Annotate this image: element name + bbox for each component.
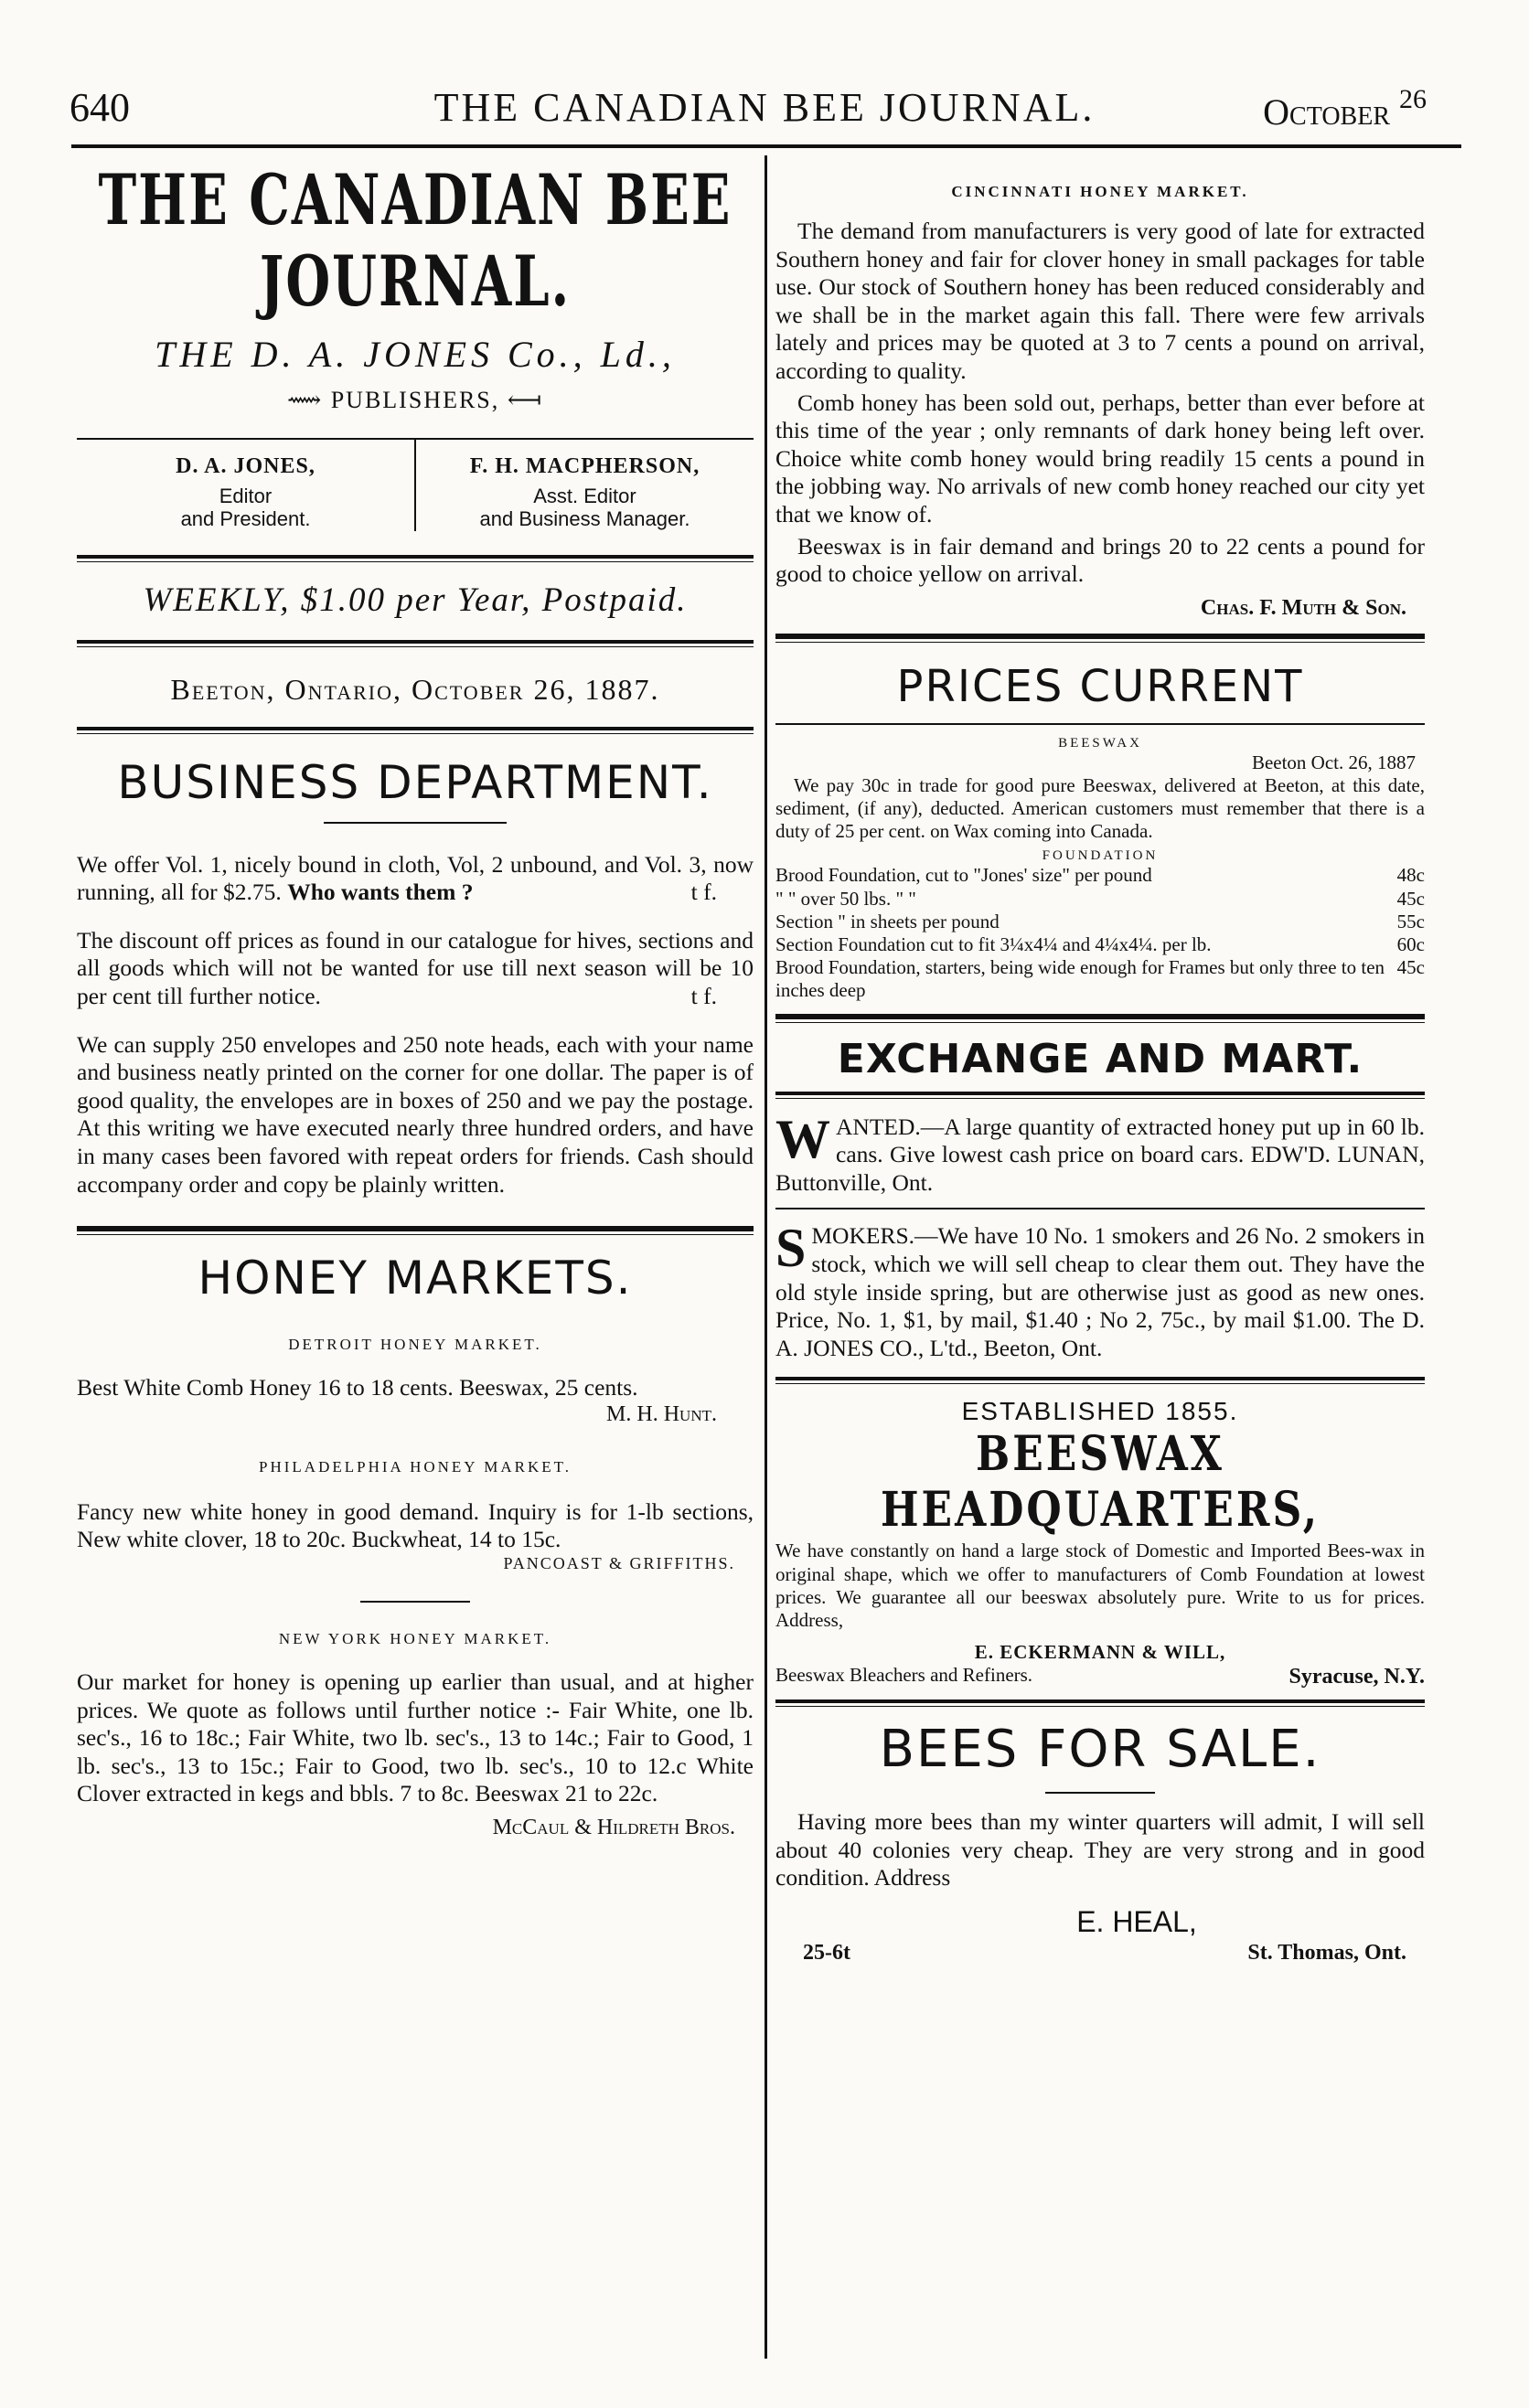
business-p1-tf: t f. <box>690 879 717 906</box>
subscription-line: WEEKLY, $1.00 per Year, Postpaid. <box>143 581 688 619</box>
price-row <box>775 911 1425 933</box>
foundation-heading: FOUNDATION <box>1042 848 1159 864</box>
price-row <box>775 888 1425 911</box>
subscription-rule <box>77 640 754 647</box>
editor-2-name: F. H. MACPHERSON, <box>469 454 700 478</box>
philadelphia-text: Fancy new white honey in good demand. Inquiry is for 1-lb sections, New white clover, 18 to 20c. Buckwheat, 14 to 15c. <box>77 1497 754 1553</box>
business-p2-tf: t f. <box>690 982 717 1009</box>
editor-1 <box>77 440 414 531</box>
business-paragraph-2 <box>77 927 754 1011</box>
beeswax-hq-rule <box>775 1699 1425 1707</box>
exchange-rule <box>775 1092 1425 1099</box>
price-row-item: Brood Foundation, cut to "Jones' size" per pound <box>775 864 1152 887</box>
right-column <box>775 155 1425 1966</box>
editor-2-role: Asst. Editor and Business Manager. <box>479 485 690 531</box>
price-row-price: 60c <box>1396 933 1425 956</box>
business-p1-bold: Who wants them ? <box>287 879 474 906</box>
detroit-heading: DETROIT HONEY MARKET. <box>288 1336 542 1354</box>
firm-name: E. ECKERMANN & WILL, <box>974 1641 1226 1664</box>
prices-current-rule <box>775 723 1425 725</box>
wanted-text: ANTED.—A large quantity of extracted honey put up in 60 lb. cans. Give lowest cash price on board cars. EDW'D. LUNAN, Buttonville, Ont. <box>775 1113 1425 1196</box>
detroit-signature: M. H. Hunt. <box>606 1401 717 1426</box>
seller-town: St. Thomas, Ont. <box>1247 1940 1406 1965</box>
column-divider <box>764 155 767 2359</box>
ad-code: 25-6t <box>803 1940 850 1965</box>
philadelphia-heading: PHILADELPHIA HONEY MARKET. <box>259 1457 572 1476</box>
publisher: THE D. A. JONES Co., Ld., <box>155 334 676 375</box>
foundation-price-list <box>775 864 1425 1002</box>
established-line: ESTABLISHED 1855. <box>961 1397 1239 1426</box>
cincinnati-heading: CINCINNATI HONEY MARKET. <box>951 183 1249 200</box>
firm-details <box>775 1664 1425 1690</box>
beeswax-heading: BEESWAX <box>1058 735 1142 751</box>
honey-markets-rule <box>77 1226 754 1235</box>
editor-1-name: D. A. JONES, <box>176 454 315 478</box>
cincinnati-paragraph-1: The demand from manufacturers is very good of late for extracted Southern honey and fair for clover honey in small packages for table use. Our stock of Southern honey has been reduced considerably and we shall be in the market again this fall. There were few arrivals lately and prices may be quoted at 3 to 7 cents a pound on arrival, according to quality. <box>775 218 1425 384</box>
masthead-title: THE CANADIAN BEE JOURNAL. <box>98 159 732 324</box>
seller-footer <box>775 1941 1425 1966</box>
business-rule <box>324 822 507 824</box>
page-number: 640 <box>70 85 130 130</box>
price-row-price: 45c <box>1396 887 1425 910</box>
header-rule <box>71 144 1461 148</box>
business-p2-text: The discount off prices as found in our catalogue for hives, sections and all goods which will not be wanted for use till next season will be 10 per cent till further notice. <box>77 926 754 1009</box>
business-heading: BUSINESS DEPARTMENT. <box>117 755 713 809</box>
beeswax-text: We pay 30c in trade for good pure Beeswax, delivered at Beeton, at this date, sediment, (if any), deducted. American customers must remember that there is a duty of 25 per cent. on Wax coming into Canada. <box>775 773 1425 843</box>
business-p1-text: We offer Vol. 1, nicely bound in cloth, Vol, 2 unbound, and Vol. 3, now running, all for $2.75. <box>77 850 754 906</box>
cincinnati-paragraph-3: Beeswax is in fair demand and brings 20 to 22 cents a pound for good to choice yellow on arrival. <box>775 532 1425 588</box>
price-row <box>775 933 1425 956</box>
masthead-rule <box>77 555 754 562</box>
publishers-text: PUBLISHERS, <box>330 387 500 413</box>
business-paragraph-1 <box>77 851 754 907</box>
beeswax-headquarters-text: We have constantly on hand a large stock of Domestic and Imported Bees-wax in original shape, which we offer to manufacturers of Comb Foundation at lowest prices. We guarantee all our beeswax absolutely pure. Write to us for prices. Address, <box>775 1540 1425 1631</box>
wanted-initial: W <box>775 1108 830 1169</box>
philadelphia-rule <box>360 1601 470 1603</box>
price-row-price: 55c <box>1396 910 1425 932</box>
firm-city: Syracuse, N.Y. <box>1288 1665 1425 1689</box>
running-day: 26 <box>1399 84 1427 114</box>
editor-2 <box>414 440 754 531</box>
publishers-label <box>77 387 754 414</box>
smokers-rule <box>775 1377 1425 1384</box>
smokers-initial: S <box>775 1218 807 1279</box>
detroit-text: Best White Comb Honey 16 to 18 cents. Beeswax, 25 cents. <box>77 1374 638 1401</box>
bees-for-sale-rule <box>1045 1792 1155 1794</box>
left-flourish-icon: ⟿ <box>286 387 324 413</box>
price-row-price: 48c <box>1396 864 1425 887</box>
price-row <box>775 956 1425 1002</box>
bees-for-sale-heading: BEES FOR SALE. <box>879 1720 1321 1780</box>
new-york-heading: NEW YORK HONEY MARKET. <box>278 1629 552 1647</box>
prices-current-heading: PRICES CURRENT <box>896 660 1304 712</box>
new-york-signature: McCaul & Hildreth Bros. <box>492 1815 735 1839</box>
running-title: THE CANADIAN BEE JOURNAL. <box>433 85 1096 130</box>
firm-description: Beeswax Bleachers and Refiners. <box>775 1664 1033 1687</box>
editor-1-role: Editor and President. <box>180 485 311 531</box>
business-paragraph-3: We can supply 250 envelopes and 250 note heads, each with your name and business neatly printed on the corner for one dollar. The paper is of good quality, the envelopes are in boxes of 250 and we pay the postage. At this writing we have executed nearly three hundred orders, and have in many cases been favored with repeat orders for friends. Cash should accompany order and copy be plainly written. <box>77 1030 754 1198</box>
cincinnati-rule <box>775 634 1425 643</box>
dateline-rule <box>77 727 754 734</box>
price-row-item: " " over 50 lbs. " " <box>775 887 916 910</box>
bees-for-sale-text: Having more bees than my winter quarters will admit, I will sell about 40 colonies very cheap. They are very strong and in good condition. Address <box>775 1808 1425 1891</box>
wanted-ad <box>775 1108 1425 1198</box>
price-row-item: Section Foundation cut to fit 3¼x4¼ and 4¼x4¼. per lb. <box>775 933 1212 956</box>
running-header <box>0 84 1529 139</box>
exchange-heading: EXCHANGE AND MART. <box>837 1035 1363 1082</box>
smokers-ad <box>775 1218 1425 1362</box>
running-date <box>1263 84 1427 133</box>
running-month: October <box>1263 91 1390 133</box>
price-row-item: Brood Foundation, starters, being wide enough for Frames but only three to ten inches deep <box>775 956 1385 1002</box>
new-york-text: Our market for honey is opening up earlier than usual, and at higher prices. We quote as follows until further notice :- Fair White, one lb. sec's., 16 to 18c.; Fair White, two lb. sec's., 13 to 14c.; Fair to Good, 1 lb. sec's., 13 to 15c.; Fair to Good, two lb. sec's., 10 to 12.c White Clover extracted in kegs and bbls. 7 to 8c. Beeswax 21 to 22c. <box>77 1667 754 1807</box>
right-flourish-icon: ⟻ <box>507 387 544 413</box>
honey-markets-heading: HONEY MARKETS. <box>198 1252 633 1305</box>
cincinnati-signature: Chas. F. Muth & Son. <box>1200 595 1406 620</box>
editors-box <box>77 438 754 531</box>
price-row-price: 45c <box>1396 956 1425 979</box>
price-row <box>775 864 1425 887</box>
beeswax-date: Beeton Oct. 26, 1887 <box>1251 751 1416 773</box>
philadelphia-signature: PANCOAST & GRIFFITHS. <box>503 1553 735 1572</box>
dateline: Beeton, Ontario, October 26, 1887. <box>170 672 660 706</box>
wanted-rule <box>775 1208 1425 1209</box>
exchange-top-rule <box>775 1014 1425 1023</box>
cincinnati-paragraph-2: Comb honey has been sold out, perhaps, better than ever before at this time of the year ; only remnants of dark honey being left over. Choice white comb honey would bring readily 15 cents a pound in the jobbing way. No arrivals of new comb honey reached our city yet that we know of. <box>775 389 1425 527</box>
seller-name: E. HEAL, <box>1076 1904 1197 1938</box>
left-column <box>77 155 754 1840</box>
smokers-text: MOKERS.—We have 10 No. 1 smokers and 26 No. 2 smokers in stock, which we will sell cheap to clear them out. They have the old style inside spring, but are otherwise just as good as new ones. Price, No. 1, $1, by mail, $1.40 ; No 2, 75c., by mail $1.00. The D. A. JONES CO., L'td., Beeton, Ont. <box>775 1222 1425 1361</box>
beeswax-headquarters-heading: BEESWAX HEADQUARTERS, <box>880 1426 1320 1539</box>
price-row-item: Section " in sheets per pound <box>775 910 1000 932</box>
